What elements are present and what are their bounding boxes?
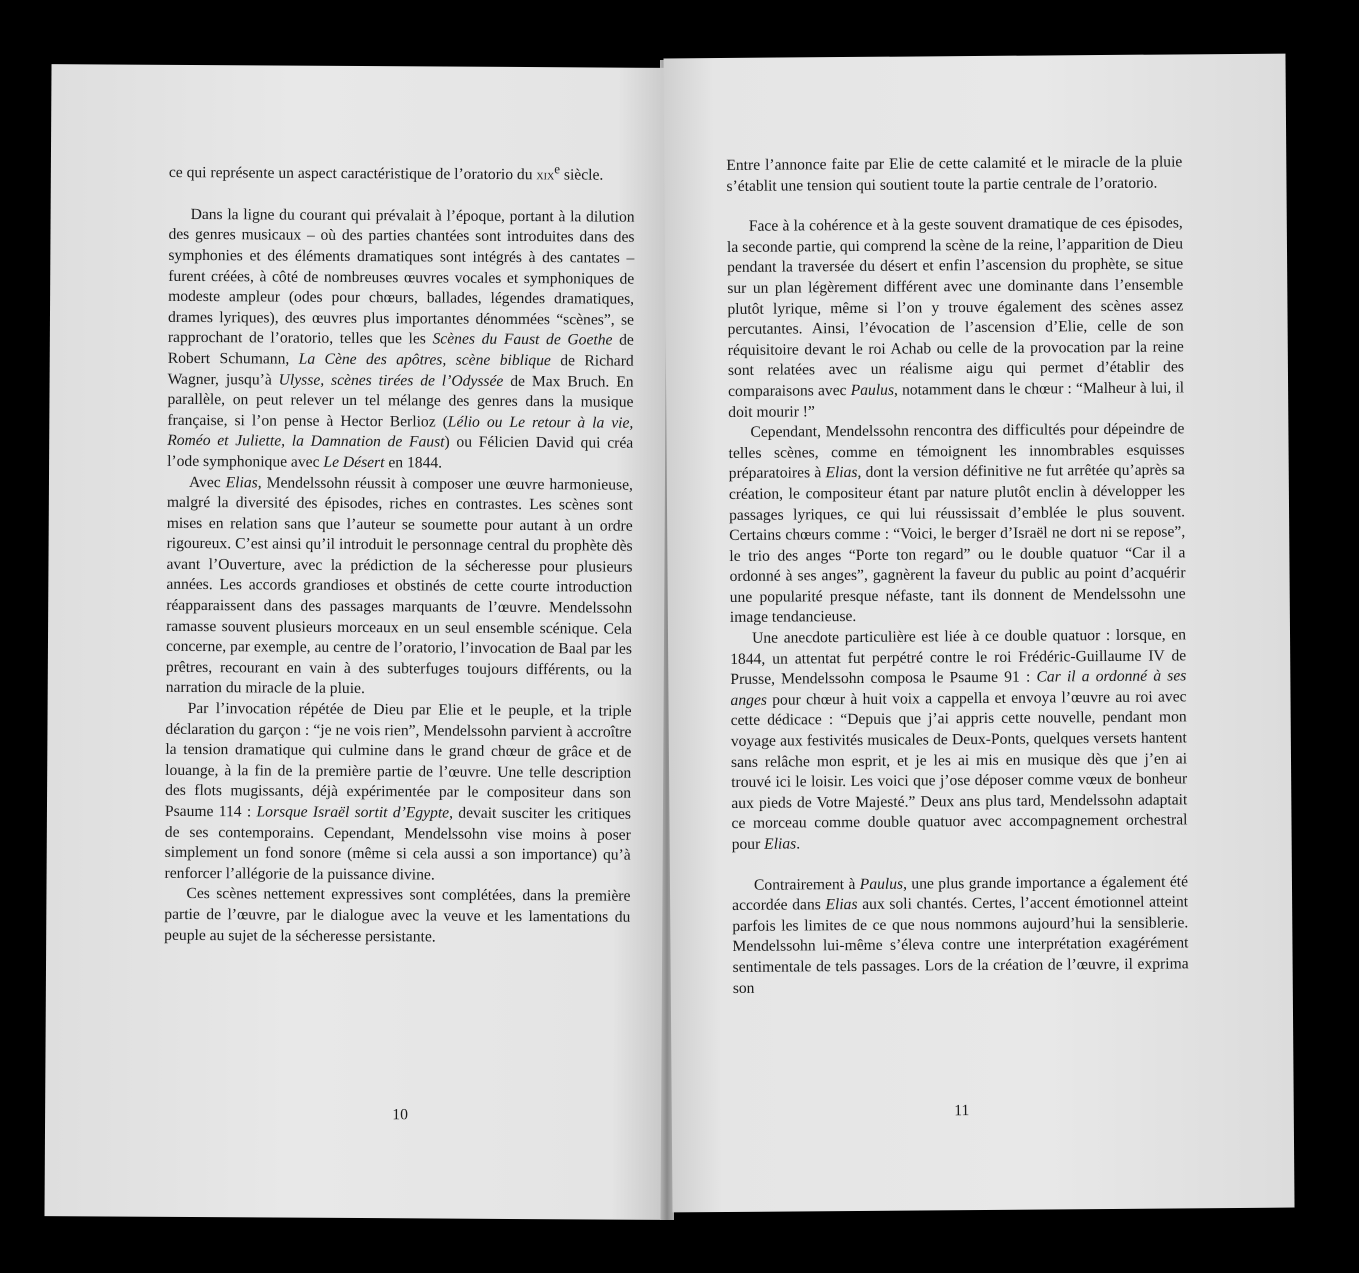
left-paragraph-2: Dans la ligne du courant qui prévalait à l’époque, portant à la dilution des genres musicaux – où des parties chantées sont introduites dans des symphonies et des éléments dramatiques sont intégrés à des cantates – furent créées, à côté de nombreuses œuvres vocales et symphoniques de modeste ampleur (odes pour chœurs, ballades, légendes dramatiques, drames lyriques), des œuvres plus importantes dénommées “scènes”, se rapprochant de l’oratorio, telles que les Scènes du Faust de Goethe de Robert Schumann, La Cène des apôtres, scène biblique de Richard Wagner, jusqu’à Ulysse, scènes tirées de l’Odyssée de Max Bruch. En parallèle, on peut relever un tel mélange des genres dans la musique française, si l’on pense à Hector Berlioz (Lélio ou Le retour à la vie, Roméo et Juliette, la Damnation de Faust) ou Félicien David qui créa l’ode symphonique avec Le Désert en 1844. — [167, 205, 635, 472]
left-paragraph-5: Ces scènes nettement expressives sont complétées, dans la première partie de l’œuvre, par le dialogue avec la veuve et les lamentations du peuple au sujet de la sécheresse persistante. — [164, 885, 631, 946]
left-paragraph-1: ce qui représente un aspect caractéristique de l’oratorio du xix$^e$ siècle. — [168, 161, 604, 184]
left-page-text — [164, 157, 635, 949]
right-paragraph-1: Entre l’annonce faite par Elie de cette calamité et le miracle de la pluie s’établit une tension qui soutient toute la partie centrale de l’oratorio. — [726, 153, 1183, 195]
left-page — [44, 64, 667, 1220]
left-paragraph-3: Avec Elias, Mendelssohn réussit à composer une œuvre harmonieuse, malgré la diversité des épisodes, riches en contrastes. Les scènes sont mises en relation sans que l’auteur se soumette pour autant à un ordre rigoureux. C’est ainsi qu’il introduit le personnage central du prophète dès avant l’Ouverture, avec la prédiction de la sécheresse pour plusieurs années. Les accords grandioses et obstinés de cette courte introduction réapparaissent dans des passages marquants de l’œuvre. Mendelssohn ramasse souvent plusieurs morceaux en un seul ensemble scénique. Cela concerne, par exemple, au centre de l’oratorio, l’invocation de Baal par les prêtres, recourant en vain à des subterfuges toujours différents, ou la narration du miracle de la pluie. — [165, 473, 634, 698]
left-paragraph-4: Par l’invocation répétée de Dieu par Elie et le peuple, et la triple déclaration du garçon : “je ne vois rien”, Mendelssohn parvient à accroître la tension dramatique qui culmine dans le grand chœur de grâce et de louange, à la fin de la première partie de l’œuvre. Une telle description des flots mugissants, déjà expérimentée par le compositeur dans son Psaume 114 : Lorsque Israël sortit d’Egypte, devait susciter les critiques de ses contemporains. Cependant, Mendelssohn vise moins à poser simplement un fond sonore (même si cela aussi a son importance) qu’à renforcer l’allégorie de la puissance divine. — [164, 700, 632, 884]
right-paragraph-4: Une anecdote particulière est liée à ce double quatuor : lorsque, en 1844, un attentat fut perpétré contre le roi Frédéric-Guillaume IV de Prusse, Mendelssohn composa le Psaume 91 : Car il a ordonné à ses anges pour chœur à huit voix a cappella et envoya l’œuvre au roi avec cette dédicace : “Depuis que j’ai appris cette nouvelle, pendant mon voyage aux festivités musicales de Deux-Ponts, quelques versets hantent sans relâche mon esprit, et je les ai mis en musique dès que j’en ai trouvé ici le loisir. Les voici que j’ose déposer comme vœux de bonheur aux pieds de Votre Majesté.” Deux ans plus tard, Mendelssohn adaptait ce morceau comme double quatuor avec accompagnement orchestral pour Elias. — [730, 626, 1188, 853]
right-paragraph-3: Cependant, Mendelssohn rencontra des difficultés pour dépeindre de telles scènes, comme en témoignent les innombrables esquisses préparatoires à Elias, dont la version définitive ne fut arrêtée qu’après sa création, le compositeur étant par nature plutôt enclin à développer les passages lyriques, ce qui lui réussissait d’emblée le plus souvent. Certains chœurs comme : “Voici, le berger d’Israël ne dort ni se repose”, le trio des anges “Porte ton regard” ou le double quatuor “Car il a ordonné à ses anges”, gagnèrent la faveur du public au point d’acquérir une popularité presque néfaste, tant ils donnent de Mendelssohn une image tendancieuse. — [728, 420, 1186, 627]
right-paragraph-2: Face à la cohérence et à la geste souvent dramatique de ces épisodes, la seconde partie, qui comprend la scène de la reine, l’apparition de Dieu pendant la traversée du désert et enfin l’ascension du prophète, se situe sur un plan légèrement différent avec une dominante dans l’ensemble plutôt lyrique, même si l’on y trouve également des scènes assez percutantes. Ainsi, l’évocation de l’ascension d’Elie, celle de son réquisitoire devant le roi Achab ou celle de la provocation par la reine sont relatées avec un réalisme aigu qui permet d’établir des comparaisons avec Paulus, notamment dans le chœur : “Malheur à lui, il doit mourir !” — [726, 214, 1185, 421]
right-page — [663, 54, 1294, 1213]
page-number-left: 10 — [392, 1106, 408, 1124]
page-number-right: 11 — [954, 1102, 970, 1120]
right-paragraph-5: Contrairement à Paulus, une plus grande importance a également été accordée dans Elias aux soli chantés. Certes, l’accent émotionnel atteint parfois les limites de ce que nous nommons aujourd’hui la sensiblerie. Mendelssohn lui-même s’éleva contre une interprétation exagérément sentimentale de tels passages. Lors de la création de l’œuvre, il exprima son — [732, 872, 1189, 997]
right-page-text — [726, 152, 1189, 999]
